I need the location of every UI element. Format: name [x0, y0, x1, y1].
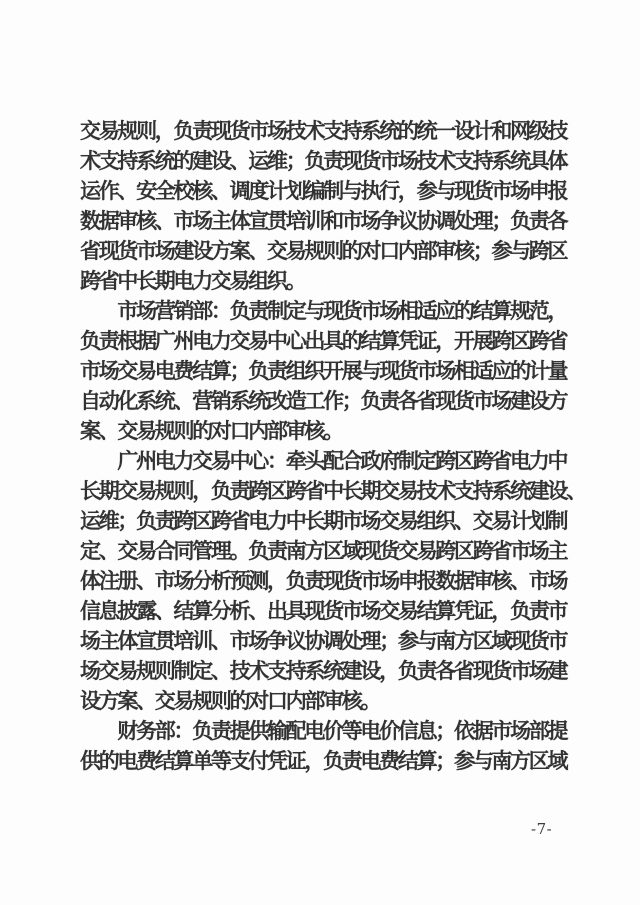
text-line: 定、交易合同管理。负责南方区域现货交易跨区跨省市场主 — [80, 539, 567, 563]
paragraph — [80, 716, 572, 776]
text-line: 跨省中长期电力交易组织。 — [80, 269, 305, 293]
text-line: 运作、安全校核、调度计划编制与执行，参与现货市场申报 — [80, 179, 567, 203]
text-line: 省现货市场建设方案、交易规则的对口内部审核；参与跨区 — [80, 239, 567, 263]
text-line: 长期交易规则，负责跨区跨省中长期交易技术支持系统建设、 — [80, 479, 585, 503]
text-line: 术支持系统的建设、运维；负责现货市场技术支持系统具体 — [80, 149, 567, 173]
paragraph — [80, 116, 572, 296]
page-number: -7- — [531, 820, 553, 838]
text-line: 案、交易规则的对口内部审核。 — [80, 419, 342, 443]
text-line: 场主体宣贯培训、市场争议协调处理；参与南方区域现货市 — [80, 629, 567, 653]
paragraph — [80, 446, 585, 716]
body-text — [80, 116, 585, 776]
text-line: 广州电力交易中心：牵头配合政府制定跨区跨省电力中 — [80, 449, 567, 473]
text-line: 供的电费结算单等支付凭证，负责电费结算；参与南方区域 — [80, 749, 567, 773]
text-line: 交易规则，负责现货市场技术支持系统的统一设计和网级技 — [80, 119, 567, 143]
text-line: 设方案、交易规则的对口内部审核。 — [80, 689, 380, 713]
text-line: 数据审核、市场主体宣贯培训和市场争议协调处理；负责各 — [80, 209, 567, 233]
text-line: 场交易规则制定、技术支持系统建设，负责各省现货市场建 — [80, 659, 567, 683]
text-line: 运维；负责跨区跨省电力中长期市场交易组织、交易计划制 — [80, 509, 567, 533]
text-line: 自动化系统、营销系统改造工作；负责各省现货市场建设方 — [80, 389, 567, 413]
text-line: 信息披露、结算分析、出具现货市场交易结算凭证，负责市 — [80, 599, 567, 623]
paragraph — [80, 296, 572, 446]
text-line: 市场交易电费结算；负责组织开展与现货市场相适应的计量 — [80, 359, 567, 383]
text-line: 财务部：负责提供输配电价等电价信息；依据市场部提 — [80, 719, 567, 743]
text-line: 负责根据广州电力交易中心出具的结算凭证，开展跨区跨省 — [80, 329, 567, 353]
text-line: 体注册、市场分析预测，负责现货市场申报数据审核、市场 — [80, 569, 567, 593]
text-line: 市场营销部：负责制定与现货市场相适应的结算规范， — [80, 299, 567, 323]
